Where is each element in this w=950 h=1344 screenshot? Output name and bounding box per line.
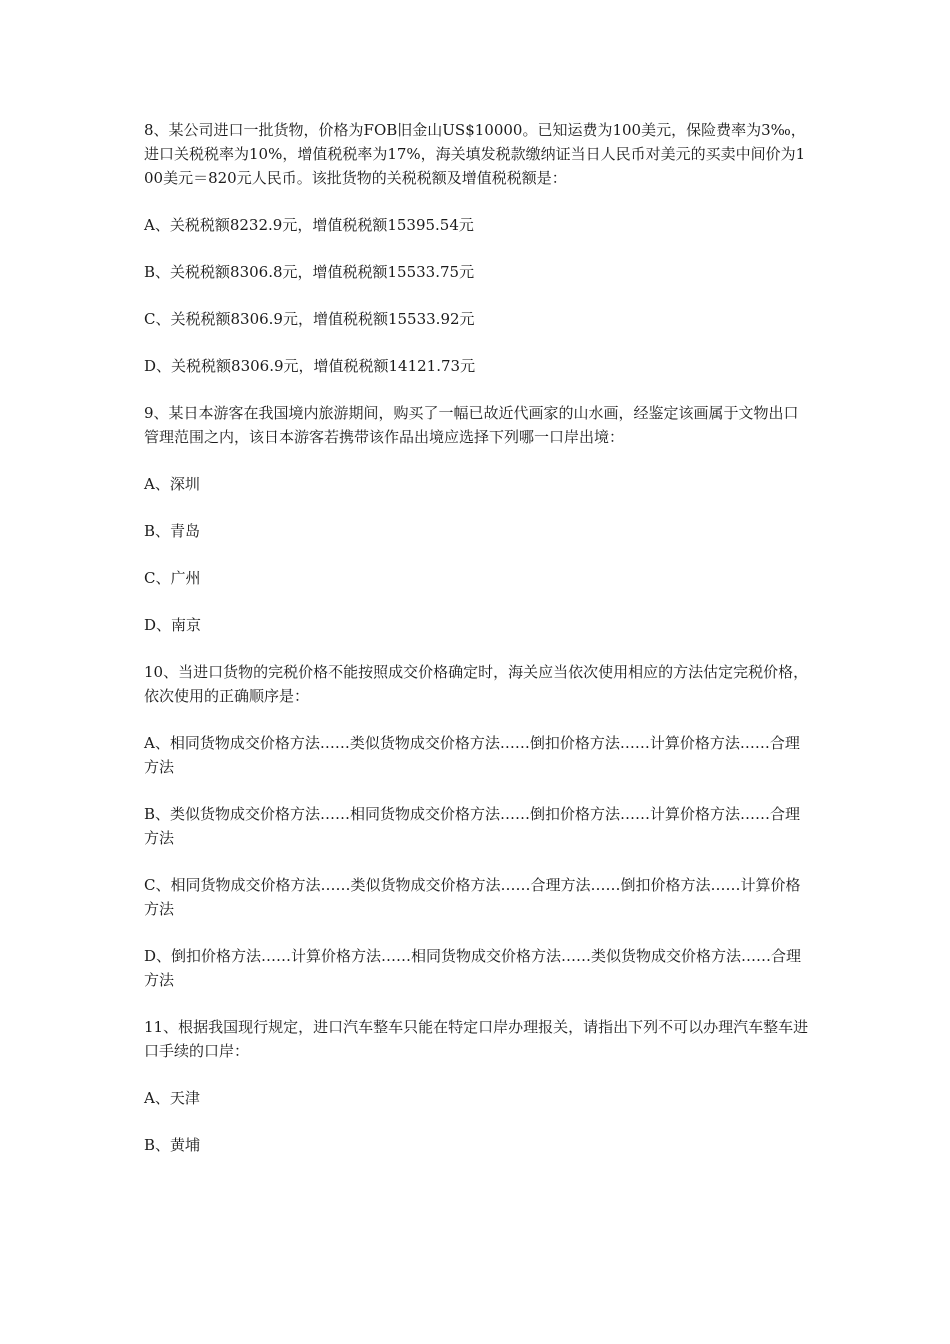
question-10-option-a: A、相同货物成交价格方法……类似货物成交价格方法……倒扣价格方法……计算价格方法……合理方法	[144, 734, 800, 776]
question-11-option-b: B、黄埔	[144, 1136, 201, 1154]
question-11: 11、根据我国现行规定，进口汽车整车只能在特定口岸办理报关，请指出下列不可以办理汽车整车进口手续的口岸：	[144, 1018, 809, 1060]
question-10-option-b: B、类似货物成交价格方法……相同货物成交价格方法……倒扣价格方法……计算价格方法……合理方法	[144, 805, 801, 847]
question-8-option-d: D、关税税额8306.9元，增值税税额14121.73元	[144, 357, 476, 375]
question-10-option-d: D、倒扣价格方法……计算价格方法……相同货物成交价格方法……类似货物成交价格方法……合理方法	[144, 947, 802, 989]
question-8-option-b: B、关税税额8306.8元，增值税税额15533.75元	[144, 263, 475, 281]
question-9: 9、某日本游客在我国境内旅游期间，购买了一幅已故近代画家的山水画，经鉴定该画属于文物出口管理范围之内，该日本游客若携带该作品出境应选择下列哪一口岸出境：	[144, 404, 799, 446]
question-8-option-c: C、关税税额8306.9元，增值税税额15533.92元	[144, 310, 475, 328]
document-body	[144, 118, 810, 1180]
question-9-option-c: C、广州	[144, 569, 201, 587]
question-9-option-a: A、深圳	[144, 475, 200, 493]
question-10: 10、当进口货物的完税价格不能按照成交价格确定时，海关应当依次使用相应的方法估定完税价格，依次使用的正确顺序是：	[144, 663, 809, 705]
question-8-option-a: A、关税税额8232.9元，增值税税额15395.54元	[144, 216, 474, 234]
question-9-option-b: B、青岛	[144, 522, 201, 540]
question-10-option-c: C、相同货物成交价格方法……类似货物成交价格方法……合理方法……倒扣价格方法……计算价格方法	[144, 876, 801, 918]
question-9-option-d: D、南京	[144, 616, 202, 634]
question-8: 8、某公司进口一批货物，价格为FOB旧金山US$10000。已知运费为100美元，保险费率为3‰，进口关税税率为10%，增值税税率为17%，海关填发税款缴纳证当日人民币对美元的买卖中间价为100美元＝820元人民币。该批货物的关税税额及增值税税额是：	[144, 121, 806, 187]
question-11-option-a: A、天津	[144, 1089, 200, 1107]
